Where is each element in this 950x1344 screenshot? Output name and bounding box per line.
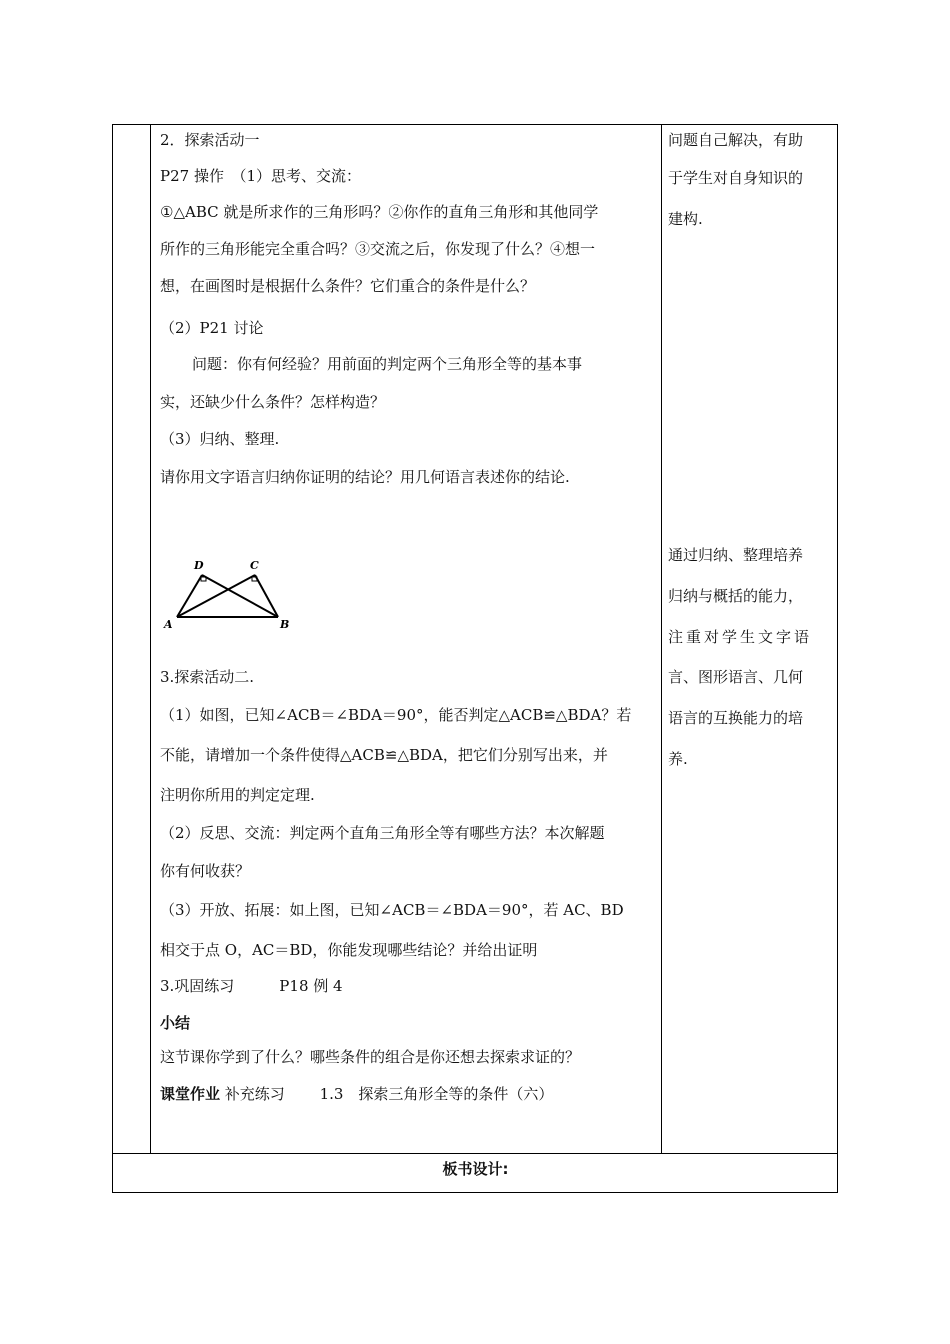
table-border-left xyxy=(112,124,113,1193)
label-a: A xyxy=(164,618,173,631)
table-border-bottom xyxy=(112,1192,838,1193)
summary-question: 这节课你学到了什么？哪些条件的组合是你还想去探索求证的？ xyxy=(160,1048,581,1066)
activity-two-q3-line-2: 相交于点 O，AC＝BD，你能发现哪些结论？并给出证明 xyxy=(160,941,538,959)
table-border-top xyxy=(112,124,838,125)
summary-step-heading: （3）归纳、整理. xyxy=(160,430,280,448)
label-b: B xyxy=(280,618,290,631)
homework-text: 补充练习 1.3 探索三角形全等的条件（六） xyxy=(224,1085,554,1103)
summary-heading: 小结 xyxy=(160,1014,191,1032)
triangle-diagram xyxy=(160,555,300,635)
side-note-line: 归纳与概括的能力， xyxy=(668,587,804,605)
table-border-right xyxy=(837,124,838,1193)
side-note-line: 建构. xyxy=(668,210,703,228)
discussion-question-2: 实，还缺少什么条件？怎样构造？ xyxy=(160,393,386,411)
board-design-label: 板书设计: xyxy=(442,1160,509,1178)
discussion-heading: （2）P21 讨论 xyxy=(160,319,264,337)
side-note-line: 养. xyxy=(668,750,688,768)
discussion-question-1: 问题：你有何经验？用前面的判定两个三角形全等的基本事 xyxy=(192,355,583,373)
side-note-line: 通过归纳、整理培养 xyxy=(668,546,804,564)
row-divider-footer xyxy=(112,1153,838,1154)
column-divider-side xyxy=(661,124,662,1153)
operation-line: P27 操作 （1）思考、交流： xyxy=(160,167,361,185)
question-line-2: 所作的三角形能完全重合吗？③交流之后，你发现了什么？④想一 xyxy=(160,240,596,258)
summary-instruction: 请你用文字语言归纳你证明的结论？用几何语言表述你的结论. xyxy=(160,468,570,486)
label-d: D xyxy=(194,559,204,572)
homework-line xyxy=(160,1084,553,1104)
activity-two-heading: 3.探索活动二. xyxy=(160,668,255,686)
column-divider-narrow xyxy=(150,124,151,1153)
activity-two-q1-line-2: 不能，请增加一个条件使得△ACB≌△BDA，把它们分别写出来，并 xyxy=(160,746,608,764)
activity-one-heading: 2．探索活动一 xyxy=(160,131,260,149)
question-line-1: ①△ABC 就是所求作的三角形吗？②你作的直角三角形和其他同学 xyxy=(160,203,599,221)
activity-two-q1-line-3: 注明你所用的判定定理. xyxy=(160,786,315,804)
activity-two-q2-line-2: 你有何收获？ xyxy=(160,862,251,880)
homework-label: 课堂作业 xyxy=(160,1085,221,1103)
side-note-line: 注重对学生文字语 xyxy=(668,628,813,646)
side-note-line: 问题自己解决，有助 xyxy=(668,131,804,149)
side-note-line: 言、图形语言、几何 xyxy=(668,668,804,686)
question-line-3: 想，在画图时是根据什么条件？它们重合的条件是什么？ xyxy=(160,277,536,295)
label-c: C xyxy=(250,559,259,572)
practice-line: 3.巩固练习 P18 例 4 xyxy=(160,977,343,995)
activity-two-q2-line-1: （2）反思、交流：判定两个直角三角形全等有哪些方法？本次解题 xyxy=(160,824,605,842)
side-note-line: 语言的互换能力的培 xyxy=(668,709,804,727)
activity-two-q3-line-1: （3）开放、拓展：如上图，已知∠ACB＝∠BDA＝90°，若 AC、BD xyxy=(160,901,624,919)
activity-two-q1-line-1: （1）如图，已知∠ACB＝∠BDA＝90°，能否判定△ACB≌△BDA？若 xyxy=(160,706,632,724)
side-note-line: 于学生对自身知识的 xyxy=(668,169,804,187)
